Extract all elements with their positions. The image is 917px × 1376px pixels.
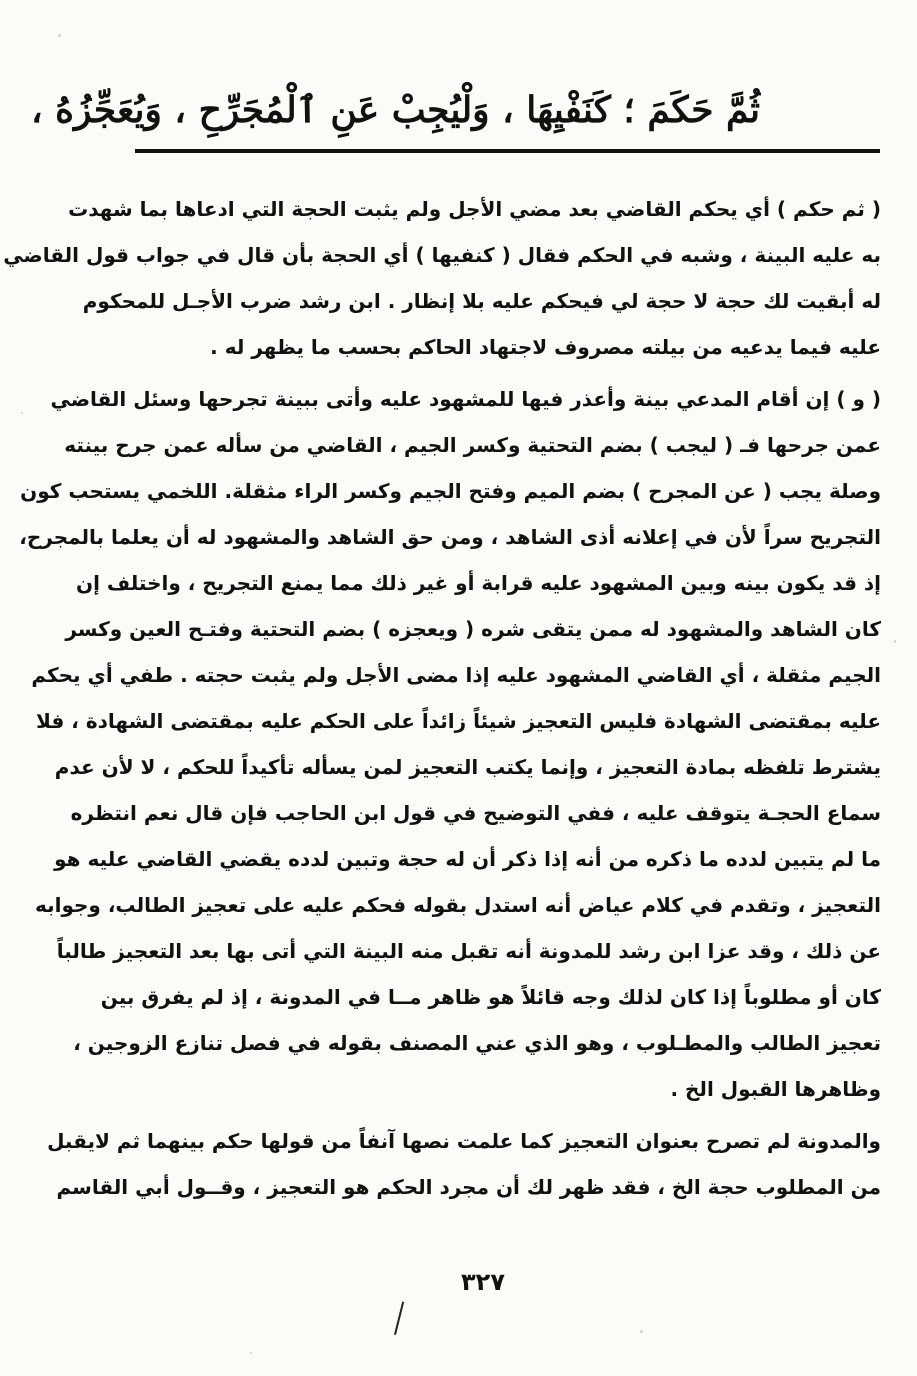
paragraph-2	[19, 376, 881, 1112]
text-line: سماع الحجـة يتوقف عليه ، ففي التوضيح في قول ابن الحاجب فإن قال نعم انتظره	[70, 801, 881, 825]
text-line: كان الشاهد والمشهود له ممن يتقى شره ( ويعجزه ) بضم التحتية وفتـح العين وكسر	[65, 617, 881, 641]
text-line: ( و ) إن أقام المدعي بينة وأعذر فيها للمشهود عليه وأتى ببينة تجرحها وسئل القاضي	[50, 387, 881, 411]
page-number: ٣٢٧	[461, 1268, 505, 1296]
verse-header: ثُمَّ حَكَمَ ؛ كَنَفْيِهَا ، وَلْيُجِبْ عَنِ ٱلْمُجَرِّحِ ، وَيُعَجِّزُهُ ،	[31, 89, 760, 131]
scan-speckle	[894, 640, 896, 643]
paragraph-3	[47, 1118, 881, 1210]
text-line: عليه فيما يدعيه من بيلته مصروف لاجتهاد الحاكم بحسب ما يظهر له .	[210, 335, 881, 359]
text-line: ما لم يتبين لدده ما ذكره من أنه إذا ذكر أن له حجة وتبين لدده يقضي القاضي عليه هو	[54, 847, 881, 871]
text-line: عن ذلك ، وقد عزا ابن رشد للمدونة أنه تقبل منه البينة التي أتى بها بعد التعجيز طالباً	[56, 939, 881, 963]
text-line: وظاهرها القبول الخ .	[670, 1077, 881, 1101]
text-line: له أبقيت لك حجة لا حجة لي فيحكم عليه بلا إنظار . ابن رشد ضرب الأجـل للمحكوم	[82, 289, 881, 313]
paragraph-1	[3, 186, 881, 370]
text-line: التجريح سراً لأن في إعلانه أذى الشاهد ، ومن حق الشاهد والمشهود له أن يعلما بالمجرح،	[19, 525, 881, 549]
text-line: عمن جرحها فـ ( ليجب ) بضم التحتية وكسر الجيم ، القاضي من سأله عمن جرح بينته	[64, 433, 881, 457]
text-line: التعجيز ، وتقدم في كلام عياض أنه استدل بقوله فحكم عليه على تعجيز الطالب، وجوابه	[34, 893, 881, 917]
text-line: ( ثم حكم ) أي يحكم القاضي بعد مضي الأجل ولم يثبت الحجة التي ادعاها بما شهدت	[68, 197, 881, 221]
text-line: يشترط تلفظه بمادة التعجيز ، وإنما يكتب التعجيز لمن يسأله تأكيداً للحكم ، لا لأن عدم	[54, 755, 881, 779]
header-rule	[135, 149, 880, 153]
scan-speckle	[250, 1352, 252, 1354]
scan-speckle	[640, 1330, 643, 1333]
text-line: الجيم مثقلة ، أي القاضي المشهود عليه إذا مضى الأجل ولم يثبت حجته . طفي أي يحكم	[31, 663, 881, 687]
text-line: عليه بمقتضى الشهادة فليس التعجيز شيئاً زائداً على الحكم عليه بمقتضى الشهادة ، فلا	[36, 709, 881, 733]
text-line: إذ قد يكون بينه وبين المشهود عليه قرابة أو غير ذلك مما يمنع التجريح ، واختلف إن	[76, 571, 881, 595]
pen-stroke-mark	[394, 1302, 410, 1337]
text-line: من المطلوب حجة الخ ، فقد ظهر لك أن مجرد الحكم هو التعجيز ، وقــول أبي القاسم	[56, 1175, 881, 1199]
scan-speckle	[58, 34, 61, 37]
text-line: تعجيز الطالب والمطـلوب ، وهو الذي عني المصنف بقوله في فصل تنازع الزوجين ،	[73, 1031, 881, 1055]
text-line: به عليه البينة ، وشبه في الحكم فقال ( كنفيها ) أي الحجة بأن قال في جواب قول القاضي	[3, 243, 881, 267]
scan-speckle	[21, 412, 23, 414]
text-line: وصلة يجب ( عن المجرح ) بضم الميم وفتح الجيم وكسر الراء مثقلة. اللخمي يستحب كون	[20, 479, 881, 503]
text-line: والمدونة لم تصرح بعنوان التعجيز كما علمت نصها آنفاً من قولها حكم بينهما ثم لايقبل	[47, 1129, 881, 1153]
text-line: كان أو مطلوباً إذا كان لذلك وجه قائلاً هو ظاهر مــا في المدونة ، إذ لم يفرق بين	[100, 985, 881, 1009]
body-text	[3, 186, 881, 1210]
